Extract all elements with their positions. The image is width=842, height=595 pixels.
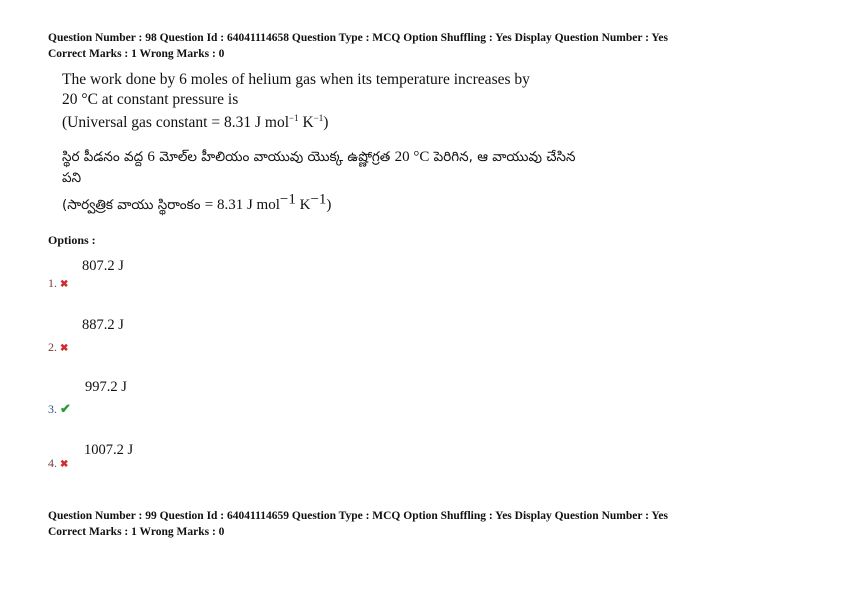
wrong-cross-icon: ✖ — [60, 459, 69, 470]
option-1 — [48, 276, 68, 291]
gas-constant-prefix: (Universal gas constant = 8.31 J mol — [62, 114, 289, 131]
option-1-value: 807.2 J — [82, 258, 124, 274]
gas-constant-exp-1: −1 — [289, 112, 299, 123]
option-3-value: 997.2 J — [85, 379, 127, 395]
question-98-telugu-gas-constant — [62, 191, 332, 215]
telugu-constant-exp-1: −1 — [279, 191, 296, 208]
telugu-constant-exp-2: −1 — [310, 191, 327, 208]
question-99-meta: Question Number : 99 Question Id : 64041114659 Question Type : MCQ Option Shuffling : Yes Display Question Number : Yes — [48, 510, 669, 522]
telugu-line1-part-b: మోల్‌ల హీలియం వాయువు యొక్క ఉష్ణోగ్రత — [154, 149, 395, 165]
question-98-marks: Correct Marks : 1 Wrong Marks : 0 — [48, 48, 225, 60]
option-2-number: 2. — [48, 340, 57, 354]
telugu-line1-part-c: పెరిగిన, ఆ వాయువు చేసిన — [429, 149, 576, 165]
question-98-telugu-line2: పని — [62, 170, 82, 186]
gas-constant-suffix: ) — [323, 114, 329, 131]
telugu-line1-temperature: 20 °C — [394, 149, 430, 165]
question-99-marks: Correct Marks : 1 Wrong Marks : 0 — [48, 526, 225, 538]
correct-check-icon: ✔ — [60, 401, 71, 416]
option-2 — [48, 340, 68, 355]
option-3-number: 3. — [48, 402, 57, 416]
question-98-gas-constant — [62, 113, 328, 133]
telugu-line1-moles: 6 — [147, 149, 155, 165]
options-label: Options : — [48, 233, 96, 247]
telugu-constant-prefix: (సార్వత్రిక వాయు స్థిరాంకం — [62, 197, 205, 213]
option-4-number: 4. — [48, 456, 57, 470]
option-4 — [48, 456, 68, 471]
question-98-meta: Question Number : 98 Question Id : 64041114658 Question Type : MCQ Option Shuffling : Yes Display Question Number : Yes — [48, 32, 669, 44]
option-4-value: 1007.2 J — [84, 442, 134, 458]
telugu-constant-unit-k: K — [295, 197, 311, 213]
gas-constant-unit-k: K — [298, 114, 314, 131]
question-98-text-line1: The work done by 6 moles of helium gas when its temperature increases by — [62, 71, 530, 88]
telugu-constant-suffix: ) — [326, 197, 332, 213]
option-1-number: 1. — [48, 276, 57, 290]
wrong-cross-icon: ✖ — [60, 279, 69, 290]
question-98-text-line2: 20 °C at constant pressure is — [62, 91, 239, 108]
option-2-value: 887.2 J — [82, 317, 124, 333]
telugu-constant-value: = 8.31 J mol — [204, 197, 280, 213]
option-3 — [48, 401, 71, 417]
question-98-telugu-line1 — [62, 147, 575, 167]
gas-constant-exp-2: −1 — [313, 112, 324, 123]
wrong-cross-icon: ✖ — [60, 343, 69, 354]
telugu-line1-part-a: స్థిర పీడనం వద్ద — [62, 149, 148, 165]
